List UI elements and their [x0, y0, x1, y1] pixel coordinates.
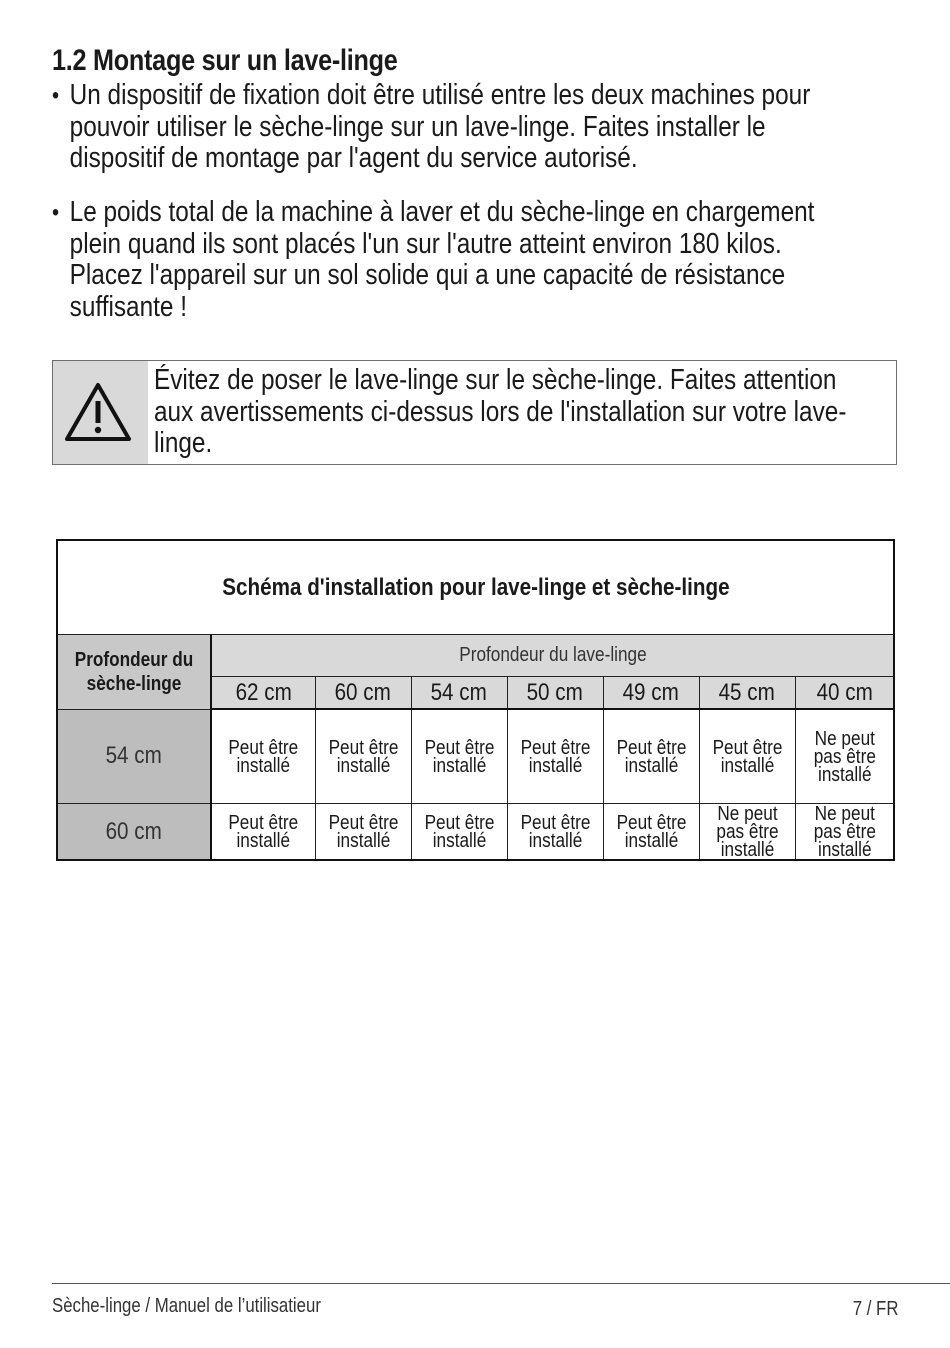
- row-header: 60 cm: [57, 804, 211, 861]
- table-cell: Peut être installé: [211, 709, 315, 804]
- column-caption: Profondeur du lave-linge: [211, 635, 894, 677]
- bullet-text: Le poids total de la machine à laver et du sèche-linge en chargement plein quand ils sont placés l'un sur l'autre atteint environ 180 kilos. Placez l'appareil sur un sol solide qui a une capacité de résistance suffisante !: [69, 196, 815, 323]
- bullet-marker: •: [52, 82, 60, 109]
- column-header: 62 cm: [211, 677, 315, 710]
- table-cell: Ne peut pas être installé: [795, 709, 894, 804]
- table-cell: Peut être installé: [603, 804, 699, 861]
- row-header: 54 cm: [57, 709, 211, 804]
- column-header: 49 cm: [603, 677, 699, 710]
- installation-table: [56, 539, 895, 861]
- footer-divider: [52, 1283, 950, 1284]
- table-cell: Peut être installé: [315, 804, 411, 861]
- column-header: 45 cm: [699, 677, 795, 710]
- page-number: 7 / FR: [852, 1298, 898, 1320]
- table-cell: Peut être installé: [411, 709, 507, 804]
- table-cell: Peut être installé: [699, 709, 795, 804]
- column-header: 60 cm: [315, 677, 411, 710]
- table-title: Schéma d'installation pour lave-linge et sèche-linge: [57, 540, 894, 635]
- corner-header: Profondeur du sèche-linge: [57, 635, 211, 710]
- column-header: 54 cm: [411, 677, 507, 710]
- table-cell: Peut être installé: [411, 804, 507, 861]
- table-cell: Ne peut pas être installé: [699, 804, 795, 861]
- warning-icon-cell: [53, 361, 148, 464]
- section-heading: 1.2 Montage sur un lave-linge: [52, 44, 398, 77]
- warning-text: Évitez de poser le lave-linge sur le sèche-linge. Faites attention aux avertissements ci-dessus lors de l'installation sur votre lave- linge.: [154, 364, 847, 459]
- table-cell: Peut être installé: [507, 709, 603, 804]
- table-cell: Peut être installé: [603, 709, 699, 804]
- table-cell: Peut être installé: [315, 709, 411, 804]
- footer-title: Sèche-linge / Manuel de l’utilisatieur: [52, 1295, 321, 1317]
- table-row: [57, 804, 894, 861]
- bullet-text: Un dispositif de fixation doit être utilisé entre les deux machines pour pouvoir utiliser le sèche-linge sur un lave-linge. Faites installer le dispositif de montage par l'agent du service autorisé.: [69, 79, 811, 174]
- column-header: 50 cm: [507, 677, 603, 710]
- warning-box: [52, 360, 897, 465]
- column-header: 40 cm: [795, 677, 894, 710]
- table-cell: Ne peut pas être installé: [795, 804, 894, 861]
- table-cell: Peut être installé: [211, 804, 315, 861]
- bullet-marker: •: [52, 199, 60, 226]
- table-cell: Peut être installé: [507, 804, 603, 861]
- table-row: [57, 709, 894, 804]
- warning-triangle-icon: [64, 381, 132, 443]
